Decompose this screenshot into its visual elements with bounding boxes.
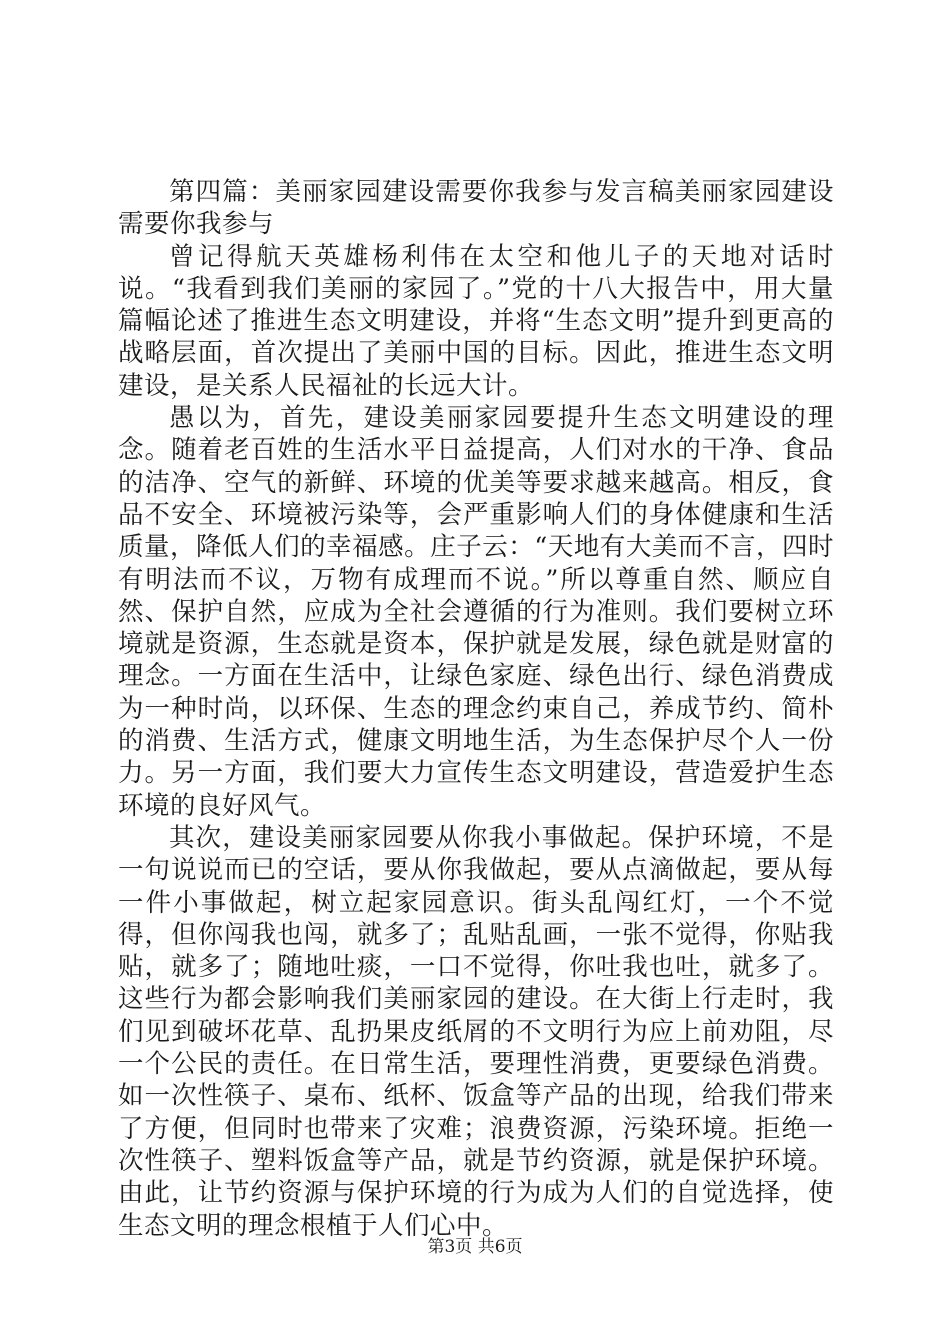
paragraph-3: 其次，建设美丽家园要从你我小事做起。保护环境，不是一句说说而已的空话，要从你我做起，要从点滴做起，要从每一件小事做起，树立起家园意识。街头乱闯红灯，一个不觉得，但你闯我也闯，就多了；乱贴乱画，一张不觉得，你贴我贴，就多了；随地吐痰，一口不觉得，你吐我也吐，就多了。这些行为都会影响我们美丽家园的建设。在大街上行走时，我们见到破坏花草、乱扔果皮纸屑的不文明行为应上前劝阻，尽一个公民的责任。在日常生活，要理性消费，更要绿色消费。如一次性筷子、桌布、纸杯、饭盒等产品的出现，给我们带来了方便，但同时也带来了灾难；浪费资源，污染环境。拒绝一次性筷子、塑料饭盒等产品，就是节约资源，就是保护环境。由此，让节约资源与保护环境的行为成为人们的自觉选择，使生态文明的理念根植于人们心中。 xyxy=(118,822,834,1241)
document-title: 第四篇：美丽家园建设需要你我参与发言稿美丽家园建设需要你我参与 xyxy=(118,177,834,240)
paragraph-1: 曾记得航天英雄杨利伟在太空和他儿子的天地对话时说。“我看到我们美丽的家园了。”党的十八大报告中，用大量篇幅论述了推进生态文明建设，并将“生态文明”提升到更高的战略层面，首次提出了美丽中国的目标。因此，推进生态文明建设，是关系人民福祉的长远大计。 xyxy=(118,241,834,401)
page-number-footer: 第3页 共6页 xyxy=(427,1237,523,1257)
document-body xyxy=(118,176,834,1242)
paragraph-2: 愚以为，首先，建设美丽家园要提升生态文明建设的理念。随着老百姓的生活水平日益提高，人们对水的干净、食品的洁净、空气的新鲜、环境的优美等要求越来越高。相反，食品不安全、环境被污染等，会严重影响人们的身体健康和生活质量，降低人们的幸福感。庄子云：“天地有大美而不言，四时有明法而不议，万物有成理而不说。”所以尊重自然、顺应自然、保护自然，应成为全社会遵循的行为准则。我们要树立环境就是资源，生态就是资本，保护就是发展，绿色就是财富的理念。一方面在生活中，让绿色家庭、绿色出行、绿色消费成为一种时尚，以环保、生态的理念约束自己，养成节约、简朴的消费、生活方式，健康文明地生活，为生态保护尽个人一份力。另一方面，我们要大力宣传生态文明建设，营造爱护生态环境的良好风气。 xyxy=(118,403,834,821)
